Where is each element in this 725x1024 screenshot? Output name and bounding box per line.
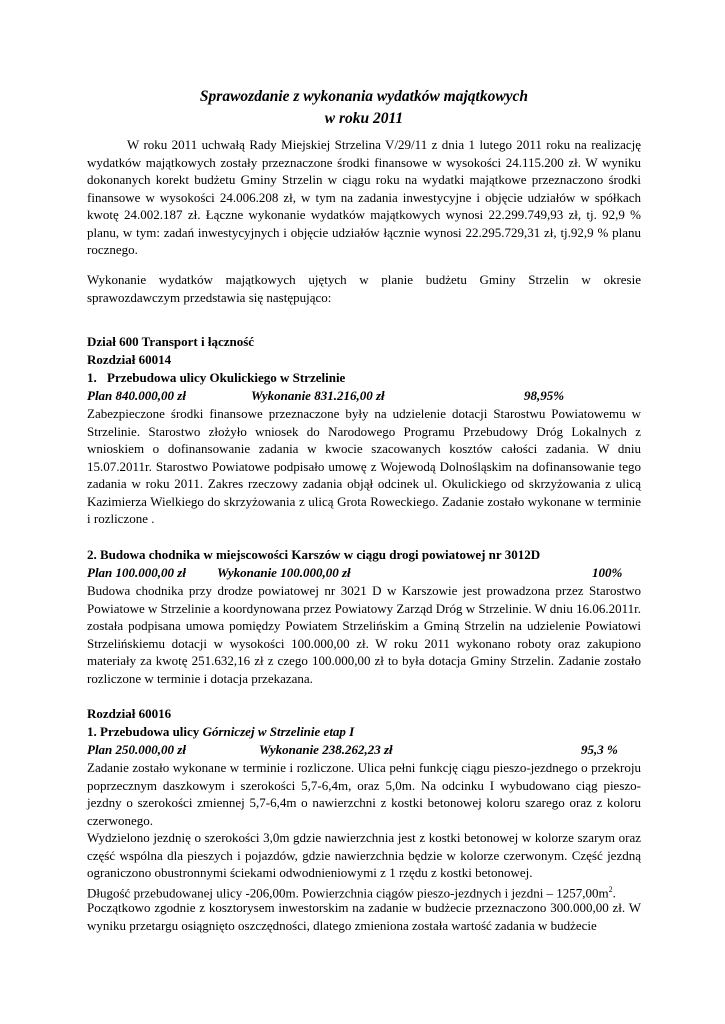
item-title: Przebudowa ulicy Okulickiego w Strzelinie [107,370,346,385]
item-number: 1. [87,370,97,385]
wykonanie-amount: Wykonanie 831.216,00 zł [251,388,385,403]
document-title-line1: Sprawozdanie z wykonania wydatków majątkowych [199,88,529,105]
item-title-prefix: 1. Przebudowa ulicy [87,724,203,739]
wykonanie-amount: Wykonanie 238.262,23 zł [259,742,393,757]
plan-amount: Plan 100.000,00 zł [87,565,186,580]
okulickiego-description: Zabezpieczone środki finansowe przeznaczone były na udzielenie dotacji Starostwu Powiatowemu w Strzelinie. Starostwo złożyło wniosek do Narodowego Programu Przebudowy Dróg Lokalnych z wnioskiem o dofinansowanie zadania w kwocie szacowanych kosztów całości zadania. W dniu 15.07.2011r. Starostwo Powiatowe podpisało umowę z Wojewodą Dolnośląskim na dofinansowanie tego zadania w roku 2011. Zakres rzeczowy zadania objął odcinek ul. Okulickiego od skrzyżowania z ulicą Kazimierza Wielkiego do skrzyżowania z ulicą Grota Roweckiego. Zadanie zostało wykonane w terminie i rozliczone . [87,406,641,526]
rozdzial-60016-heading: Rozdział 60016 [87,706,172,721]
wykonanie-amount: Wykonanie 100.000,00 zł [217,565,351,580]
dzial-600-heading: Dział 600 Transport i łączność [87,334,255,349]
gorniczej-paragraph-4: Początkowo zgodnie z kosztorysem inwestorskim na zadanie w budżecie przeznaczono 300.000,00 zł. W wyniku przetargu osiągnięto oszczędności, dlatego zmieniona została wartość zadania w budżecie [87,900,641,933]
gorniczej-paragraph-2: Wydzielono jezdnię o szerokości 3,0m gdzie nawierzchnia jest z kostki betonowej w kolorze szarym oraz część wspólna dla pieszych i pojazdów, gdzie nawierzchnia będzie w kolorze czerwonym. Część jezdną ograniczono obustronnymi ściekami odwodnieniowymi z 1 rzędu z kostki betonowej. [87,830,641,880]
length-text-end: . [612,885,616,901]
item-karszow-heading: 2. Budowa chodnika w miejscowości Karszów w ciągu drogi powiatowej nr 3012D [87,547,541,562]
length-text: Długość przebudowanej ulicy -206,00m. Powierzchnia ciągów pieszo-jezdnych i jezdni – 1257,00m [87,885,609,901]
okulickiego-plan-row [87,388,641,406]
document-title-line2: w roku 2011 [324,110,404,127]
plan-amount: Plan 840.000,00 zł [87,388,186,403]
intro-paragraph-2: Wykonanie wydatków majątkowych ujętych w planie budżetu Gminy Strzelin w okresie sprawozdawczym przedstawia się następująco: [87,272,641,305]
item-gorniczej-heading [87,724,354,740]
rozdzial-60014-heading: Rozdział 60014 [87,352,172,367]
superscript: 2 [608,885,613,894]
percent-value: 98,95% [524,388,565,403]
karszow-plan-row [87,565,641,583]
karszow-description: Budowa chodnika przy drodze powiatowej nr 3021 D w Karszowie jest prowadzona przez Starostwo Powiatowe w Strzelinie a koordynowana przez Powiatowy Zarząd Dróg w Strzelinie. W dniu 16.06.2011r. została podpisana umowa pomiędzy Powiatem Strzelińskim a Gminą Strzelin na udzielenie Powiatowi Strzelińskiemu dotacji w wysokości 100.000,00 zł. W roku 2011 wykonano roboty oraz zakupiono materiały za kwotę 251.632,16 zł z czego 100.000,00 zł to była dotacja Gminy Strzelin. Zadanie zostało rozliczone w terminie i dotacja przekazana. [87,583,641,686]
gorniczej-paragraph-1: Zadanie zostało wykonane w terminie i rozliczone. Ulica pełni funkcję ciągu pieszo-jezdnego o przekroju poprzecznym daszkowym i szerokości 5,7-6,4m, oraz 5,0m. Na odcinku I wybudowano ciąg pieszo-jezdny o szerokości zmiennej 5,7-6,4m o nawierzchni z kostki betonowej koloru szarego oraz z koloru czerwonego. [87,760,641,828]
intro-paragraph: W roku 2011 uchwałą Rady Miejskiej Strzelina V/29/11 z dnia 1 lutego 2011 roku na realizację wydatków majątkowych zostały przeznaczone środki finansowe w wysokości 24.115.200 zł. W wyniku dokonanych korekt budżetu Gminy Strzelin w ciągu roku na wydatki majątkowe przeznaczono środki finansowe w wysokości 24.006.208 zł, w tym na zadania inwestycyjne i objęcie udziałów w spółkach kwotę 24.002.187 zł. Łączne wykonanie wydatków majątkowych wynosi 22.299.749,93 zł, tj. 92,9 % planu, w tym: zadań inwestycyjnych i objęcie udziałów łącznie wynosi 22.295.729,31 zł, tj.92,9 % planu rocznego. [87,137,641,257]
gorniczej-plan-row [87,742,641,760]
percent-value: 100% [592,565,623,580]
item-title-italic: Górniczej w Strzelinie etap I [202,724,355,739]
plan-amount: Plan 250.000,00 zł [87,742,186,757]
percent-value: 95,3 % [581,742,618,757]
item-okulickiego-heading [87,370,346,386]
